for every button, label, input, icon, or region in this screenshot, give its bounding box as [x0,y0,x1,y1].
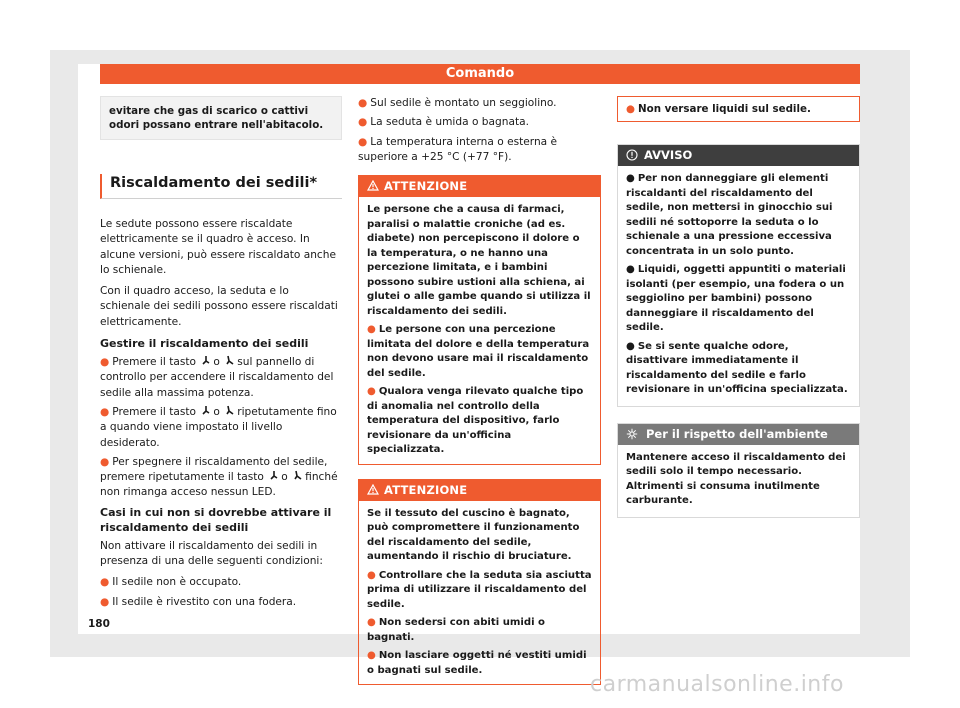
bullet-dot: ● [367,386,376,398]
bullet-dot: ● [626,264,635,275]
bullet-dot: ● [358,116,368,129]
page-header: Comando [100,64,860,84]
bullet-dot: ● [100,405,110,418]
warning-triangle-icon [367,484,379,495]
warning-bullet: ● Le persone con una percezione limitata del dolore e della temperatura non devono usare mai il riscaldamento del sedile. [367,324,590,379]
warning-bullet: ● Qualora venga rilevato qualche tipo di anomalia nel controllo della temperatura del dispositivo, farlo revisionare da un'officina specializzata. [367,386,584,456]
environment-body: Mantenere acceso il riscaldamento dei sedili solo il tempo necessario. Altrimenti si consuma inutilmente carburante. [626,451,846,506]
notice-header: AVVISO [618,145,859,166]
warning-header: ATTENZIONE [359,176,600,197]
notice-bullet: ● Liquidi, oggetti appuntiti o materiali isolanti (per esempio, una fodera o un seggiolino per bambini) possono danneggiare il riscaldamento del sedile. [626,264,846,333]
paragraph: Con il quadro acceso, la seduta e lo schienale dei sedili possono essere riscaldati elettricamente. [100,285,338,328]
warning-triangle-icon [367,180,379,191]
warning-body [359,197,600,464]
subsection-title: Gestire il riscaldamento dei sedili [100,337,309,351]
seat-heat-left-icon [269,470,279,481]
warning-text: Le persone che a causa di farmaci, paralisi o malattie croniche (ad es. diabete) non percepiscono il dolore o la temperatura, o ne hanno una percezione limitata, e i bambini possono subire ustioni alla schiena, ai glutei o alle gambe quando si utilizza il riscaldamento dei sedili. [367,204,591,317]
bullet-dot: ● [100,455,110,468]
warning-text: Se il tessuto del cuscino è bagnato, può compromettere il funzionamento del riscaldamento del sedile, aumentando il rischio di bruciature. [367,507,580,563]
environment-box [617,423,860,518]
bullet-dot: ● [100,595,110,608]
bullet-item: ● Il sedile non è occupato. [100,576,242,589]
column-3 [617,96,860,518]
seat-heat-left-icon [201,355,211,366]
warning-bullet: ● Non lasciare oggetti né vestiti umidi o bagnati sul sedile. [367,650,587,676]
bullet-item: ● Per spegnere il riscaldamento del sedile, premere ripetutamente il tasto o finché non rimanga acceso nessun LED. [100,455,338,499]
bullet-dot: ● [358,135,368,148]
continued-warning-box: ● Non versare liquidi sul sedile. [617,96,860,122]
bullet-dot: ● [367,324,376,336]
info-circle-icon [626,149,638,161]
continued-note-box: evitare che gas di scarico o cattivi odori possano entrare nell'abitacolo. [100,96,342,140]
notice-body [618,166,859,406]
section-title: Riscaldamento dei sedili* [100,174,342,199]
page-number: 180 [88,618,110,630]
notice-bullet: ● Per non danneggiare gli elementi riscaldanti del riscaldamento del sedile, non mettersi in ginocchio sui sedili né sottoporre la seduta o lo schienale a una pressione eccessiva concentrata in un solo punto. [626,173,833,257]
subsection-title: Casi in cui non si dovrebbe attivare il riscaldamento dei sedili [100,505,332,534]
column-2 [358,96,601,685]
bullet-dot: ● [367,650,376,662]
notice-bullet: ● Se si sente qualche odore, disattivare immediatamente il riscaldamento del sedile e farlo revisionare in un'officina specializzata. [626,340,848,395]
bullet-item: ● Premere il tasto o ripetutamente fino a quando viene impostato il livello desiderato. [100,405,337,449]
bullet-item: ● Sul sedile è montato un seggiolino. [358,97,557,109]
notice-box [617,144,860,407]
environment-icon [626,428,638,440]
bullet-dot: ● [100,576,110,589]
bullet-dot: ● [100,356,110,369]
watermark: carmanualsonline.info [590,672,844,697]
bullet-dot: ● [626,340,635,352]
bullet-item: ● Il sedile è rivestito con una fodera. [100,595,297,608]
column-1 [100,96,342,614]
bullet-item: ● La temperatura interna o esterna è superiore a +25 °C (+77 °F). [358,135,558,163]
bullet-dot: ● [358,97,368,109]
warning-box [358,479,601,686]
warning-header: ATTENZIONE [359,480,600,501]
seat-heat-left-icon [201,405,211,416]
bullet-dot: ● [626,103,635,115]
bullet-dot: ● [367,617,376,629]
paragraph: Non attivare il riscaldamento dei sedili in presenza di una delle seguenti condizioni: [100,539,323,568]
environment-header: Per il rispetto dell'ambiente [618,424,859,445]
warning-bullet: ● Controllare che la seduta sia asciutta prima di utilizzare il riscaldamento del sedile. [367,569,592,610]
warning-bullet: ● Non sedersi con abiti umidi o bagnati. [367,617,545,643]
seat-heat-right-icon [293,470,303,481]
bullet-dot: ● [626,173,635,184]
bullet-item: ● Premere il tasto o sul pannello di controllo per accendere il riscaldamento del sedile alla massima potenza. [100,356,334,399]
seat-heat-right-icon [225,355,235,366]
paragraph: Le sedute possono essere riscaldate elettricamente se il quadro è acceso. In alcune versioni, può essere riscaldato anche lo schienale. [100,218,336,276]
bullet-dot: ● [367,569,376,581]
warning-body [359,501,600,685]
warning-box [358,175,601,465]
bullet-item: ● La seduta è umida o bagnata. [358,116,529,129]
seat-heat-right-icon [225,405,235,416]
